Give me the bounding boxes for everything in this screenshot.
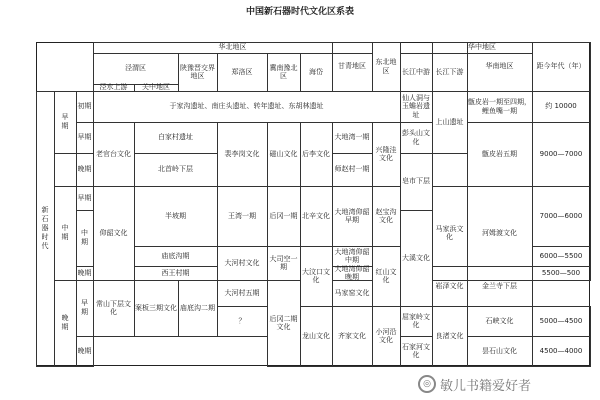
table-cell-dahecun5: 大河村五期 bbox=[224, 288, 260, 297]
table-cell-wangwan1: 王湾一期 bbox=[228, 211, 256, 220]
table-cell-zhaobaogou: 赵宝沟文化 bbox=[375, 207, 397, 224]
table-cell-shangshan: 上山遗址 bbox=[435, 117, 464, 126]
table-cell-age5: 5500—500 bbox=[541, 268, 581, 277]
table-cell-anban3: 案板三期文化 bbox=[135, 303, 177, 312]
table-cell-age6: 5000—4500 bbox=[539, 316, 583, 325]
table-cell-yanshan: 昙石山文化 bbox=[482, 346, 517, 355]
table-cell-middle: 中期 bbox=[61, 224, 70, 242]
table-cell-dawenkou: 大汶口文化 bbox=[302, 267, 330, 284]
table-cell-shizhaocun: 师赵村一期 bbox=[334, 165, 370, 174]
table-cell-xinglongwa: 兴隆洼文化 bbox=[375, 145, 397, 162]
table-cell-ganqing: 甘青地区 bbox=[338, 62, 366, 71]
table-cell-age4: 6000—5500 bbox=[539, 251, 583, 260]
table-cell-jingshui: 泾水上游 bbox=[99, 83, 128, 92]
table-cell-yangshao: 仰韶文化 bbox=[99, 228, 128, 237]
table-cell-liangzhu: 良渚文化 bbox=[435, 331, 464, 340]
table-cell-guanzhong: 关中地区 bbox=[142, 83, 170, 92]
table-title: 中国新石器时代文化区系表 bbox=[245, 7, 354, 17]
table-cell-jinlansi: 金兰寺下层 bbox=[482, 281, 517, 290]
watermark bbox=[418, 373, 594, 395]
table-cell-longshan: 龙山文化 bbox=[302, 331, 330, 340]
table-cell-hongshan: 红山文化 bbox=[375, 267, 397, 284]
table-cell-xiwangcun: 西王村期 bbox=[161, 268, 190, 277]
watermark-text: 敏儿书籍爱好者 bbox=[440, 378, 532, 394]
table-cell-songze: 崧泽文化 bbox=[435, 281, 464, 290]
table-cell-huabei: 华北地区 bbox=[218, 43, 247, 52]
table-cell-hemudu: 河姆渡文化 bbox=[482, 228, 517, 237]
table-cell-banpo: 半坡期 bbox=[165, 211, 186, 220]
table-cell-age3: 7000—6000 bbox=[539, 211, 583, 220]
table-cell-peiligang: 裴李岗文化 bbox=[224, 149, 260, 158]
table-cell-changjiangzhong: 长江中游 bbox=[402, 67, 430, 76]
table-cell-early: 早期 bbox=[61, 113, 70, 131]
table-cell-huanan: 华南地区 bbox=[485, 62, 514, 71]
table-cell-zengpiyan1: 甑皮岩一期至四期，鲤鱼嘴一期 bbox=[468, 98, 531, 115]
table-cell-zengpiyan5: 甑皮岩五期 bbox=[482, 149, 517, 158]
table-cell-early_late: 晚期 bbox=[77, 165, 92, 174]
table-cell-xianrendong: 仙人洞与玉蟾岩遗址 bbox=[402, 94, 430, 119]
table-cell-miaodigou2: 庙底沟二期 bbox=[180, 303, 215, 312]
table-cell-qujialing: 屈家岭文化 bbox=[402, 312, 430, 329]
table-cell-jiyu: 冀南豫北区 bbox=[269, 63, 298, 80]
table-cell-miaodigou: 庙底沟期 bbox=[161, 251, 190, 260]
table-cell-dongbei: 东北地区 bbox=[375, 58, 397, 75]
table-cell-beixin: 北辛文化 bbox=[302, 211, 330, 220]
table-cell-dadiwan_mid: 大地湾仰韶中期 bbox=[334, 247, 370, 264]
table-cell-dadiwan1: 大地湾一期 bbox=[334, 133, 370, 142]
table-cell-middle_late: 晚期 bbox=[77, 268, 92, 277]
table-cell-daxi: 大溪文化 bbox=[402, 253, 430, 262]
table-cell-huazhong: 华中地区 bbox=[468, 43, 496, 52]
table-cell-jingwei: 泾渭区 bbox=[125, 64, 146, 73]
table-cell-chuqi_sites: 于家沟遗址、南庄头遗址、转年遗址、东胡林遗址 bbox=[169, 102, 324, 111]
table-cell-late_late: 晚期 bbox=[77, 346, 92, 355]
table-cell-shanyu: 陕豫晋交界地区 bbox=[180, 63, 215, 80]
table-cell-age7: 4500—4000 bbox=[539, 346, 583, 355]
table-cell-changshanxia: 常山下层文化 bbox=[96, 299, 131, 316]
table-cell-dasikong: 大司空一期 bbox=[269, 254, 298, 271]
table-cell-question: ？ bbox=[238, 316, 246, 325]
table-cell-houguan1: 后冈一期 bbox=[269, 211, 298, 220]
table-cell-xiaoheyan: 小河沿文化 bbox=[375, 327, 397, 344]
table-cell-age2: 9000—7000 bbox=[539, 149, 583, 158]
table-cell-houli: 后李文化 bbox=[302, 149, 330, 158]
table-cell-zaoshixia: 皂市下层 bbox=[402, 177, 430, 186]
table-cell-early_initial: 初期 bbox=[77, 102, 92, 111]
table-cell-middle_early: 早期 bbox=[77, 193, 92, 202]
table-cell-haidai: 海岱 bbox=[309, 67, 323, 76]
watermark-logo-icon: ◎ bbox=[418, 375, 436, 393]
table-cell-pengtoushan: 彭头山文化 bbox=[402, 129, 430, 146]
table-cell-middle_mid: 中期 bbox=[80, 229, 89, 247]
table-cell-late_early: 早期 bbox=[80, 299, 89, 317]
table-cell-qijia: 齐家文化 bbox=[338, 331, 366, 340]
table-cell-changjiangxia: 长江下游 bbox=[435, 67, 464, 76]
table-cell-laoguantai: 老官台文化 bbox=[96, 149, 131, 158]
table-cell-dahecun: 大河村文化 bbox=[224, 258, 260, 267]
table-cell-shijiahe: 石家河文化 bbox=[402, 342, 430, 359]
table-cell-zhengluo: 郑洛区 bbox=[231, 67, 253, 76]
table-cell-majiabang: 马家浜文化 bbox=[435, 224, 464, 241]
table-cell-early_early: 早期 bbox=[77, 133, 92, 142]
table-cell-dadiwan_late: 大地湾仰韶晚期 bbox=[334, 264, 370, 281]
table-cell-age: 距今年代（年） bbox=[536, 62, 586, 71]
table-cell-baijiacun: 白家村遗址 bbox=[158, 133, 193, 142]
table-cell-cishan: 磁山文化 bbox=[269, 149, 298, 158]
table-cell-beishouling: 北首岭下层 bbox=[158, 165, 193, 174]
table-cell-age1: 约 10000 bbox=[545, 102, 577, 111]
table-cell-hougang2: 后冈二期文化 bbox=[269, 314, 298, 331]
table-cell-dadiwan_early: 大地湾仰韶早期 bbox=[334, 207, 370, 224]
table-cell-era: 新石器时代 bbox=[41, 206, 50, 251]
table-cell-late: 晚期 bbox=[61, 314, 70, 332]
table-cell-majiayao: 马家窑文化 bbox=[334, 288, 370, 297]
table-cell-shixia: 石峡文化 bbox=[485, 316, 514, 325]
